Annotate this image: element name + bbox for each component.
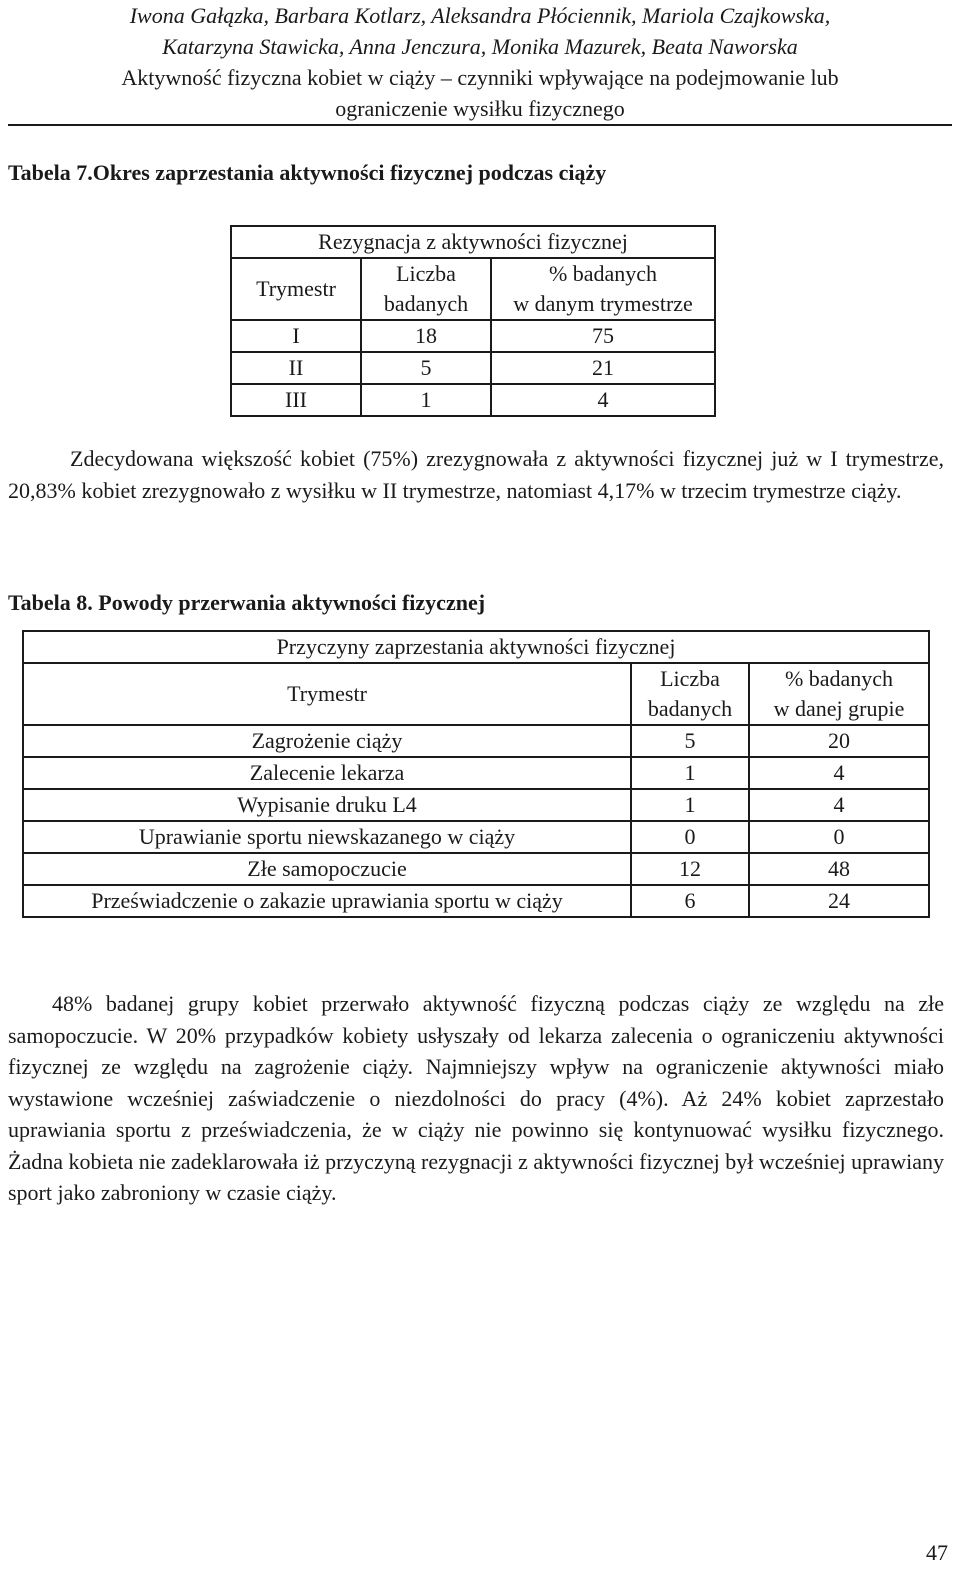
table-7-count-header-2: badanych [361, 289, 491, 320]
table-row [23, 821, 929, 853]
table-8-reason-cell: Złe samopoczucie [23, 853, 631, 885]
table-row [23, 789, 929, 821]
table-row [231, 384, 715, 416]
table-7-caption: Tabela 7.Okres zaprzestania aktywności fizycznej podczas ciąży [8, 160, 607, 185]
table-8-reason-cell: Uprawianie sportu niewskazanego w ciąży [23, 821, 631, 853]
table-row [23, 853, 929, 885]
table-8-count-cell: 1 [631, 757, 749, 789]
table-7-trimester-header: Trymestr [231, 258, 361, 320]
table-8-caption: Tabela 8. Powody przerwania aktywności fizycznej [8, 590, 486, 615]
table-8-count-header-1: Liczba [631, 663, 749, 694]
header-authors-line-1: Iwona Gałązka, Barbara Kotlarz, Aleksandra Płóciennik, Mariola Czajkowska, [129, 3, 831, 28]
table-row [23, 757, 929, 789]
table-row [231, 320, 715, 352]
table-8-reason-header: Trymestr [23, 663, 631, 725]
table-7-trimester-cell: II [231, 352, 361, 384]
paragraph-1: Zdecydowana większość kobiet (75%) zrezygnowała z aktywności fizycznej już w I trymestrze, 20,83% kobiet zrezygnowało z wysiłku w II trymestrze, natomiast 4,17% w trzecim trymestrze ciąży. [8, 446, 944, 503]
table-row [231, 352, 715, 384]
table-7-trimester-cell: III [231, 384, 361, 416]
table-7-pct-cell: 75 [491, 320, 715, 352]
table-7-pct-cell: 4 [491, 384, 715, 416]
table-7-count-cell: 18 [361, 320, 491, 352]
table-8-reason-cell: Zagrożenie ciąży [23, 725, 631, 757]
table-7-pct-cell: 21 [491, 352, 715, 384]
table-8-pct-header-1: % badanych [749, 663, 929, 694]
page-number: 47 [926, 1540, 948, 1565]
table-8-reason-cell: Przeświadczenie o zakazie uprawiania sportu w ciąży [23, 885, 631, 917]
table-7-count-header-1: Liczba [361, 258, 491, 289]
table-8-pct-cell: 0 [749, 821, 929, 853]
table-7-count-cell: 1 [361, 384, 491, 416]
header-divider [8, 124, 952, 126]
table-7-trimester-cell: I [231, 320, 361, 352]
table-8-count-cell: 12 [631, 853, 749, 885]
table-8 [22, 630, 930, 918]
table-7-count-cell: 5 [361, 352, 491, 384]
header-title-line-2: ograniczenie wysiłku fizycznego [335, 96, 625, 121]
table-8-pct-cell: 48 [749, 853, 929, 885]
header-title-line-1: Aktywność fizyczna kobiet w ciąży – czynniki wpływające na podejmowanie lub [121, 65, 839, 90]
table-row [23, 725, 929, 757]
table-8-reason-cell: Zalecenie lekarza [23, 757, 631, 789]
table-8-pct-cell: 24 [749, 885, 929, 917]
table-8-group-header: Przyczyny zaprzestania aktywności fizycznej [23, 631, 929, 663]
table-8-count-cell: 5 [631, 725, 749, 757]
table-8-count-header-2: badanych [631, 694, 749, 725]
table-8-pct-cell: 4 [749, 789, 929, 821]
table-row [23, 885, 929, 917]
table-8-reason-cell: Wypisanie druku L4 [23, 789, 631, 821]
table-8-pct-cell: 4 [749, 757, 929, 789]
table-7-pct-header-2: w danym trymestrze [491, 289, 715, 320]
table-8-pct-header-2: w danej grupie [749, 694, 929, 725]
table-7 [230, 225, 716, 417]
header-authors-line-2: Katarzyna Stawicka, Anna Jenczura, Monika Mazurek, Beata Naworska [162, 34, 798, 59]
table-8-pct-cell: 20 [749, 725, 929, 757]
table-7-group-header: Rezygnacja z aktywności fizycznej [231, 226, 715, 258]
table-7-pct-header-1: % badanych [491, 258, 715, 289]
paragraph-2: 48% badanej grupy kobiet przerwało aktywność fizyczną podczas ciąży ze względu na złe samopoczucie. W 20% przypadków kobiety usłyszały od lekarza zalecenia o ograniczeniu aktywności fizycznej ze względu na zagrożenie ciąży. Najmniejszy wpływ na ograniczenie aktywności miało wystawione wcześniej zaświadczenie o niezdolności do pracy (4%). Aż 24% kobiet zaprzestało uprawiania sportu z przeświadczenia, że w ciąży nie powinno się kontynuować wysiłku fizycznego. Żadna kobieta nie zadeklarowała iż przyczyną rezygnacji z aktywności fizycznej był wcześniej uprawiany sport jako zabroniony w czasie ciąży. [8, 991, 944, 1205]
table-8-count-cell: 0 [631, 821, 749, 853]
running-header [8, 0, 952, 124]
table-8-count-cell: 1 [631, 789, 749, 821]
table-8-count-cell: 6 [631, 885, 749, 917]
